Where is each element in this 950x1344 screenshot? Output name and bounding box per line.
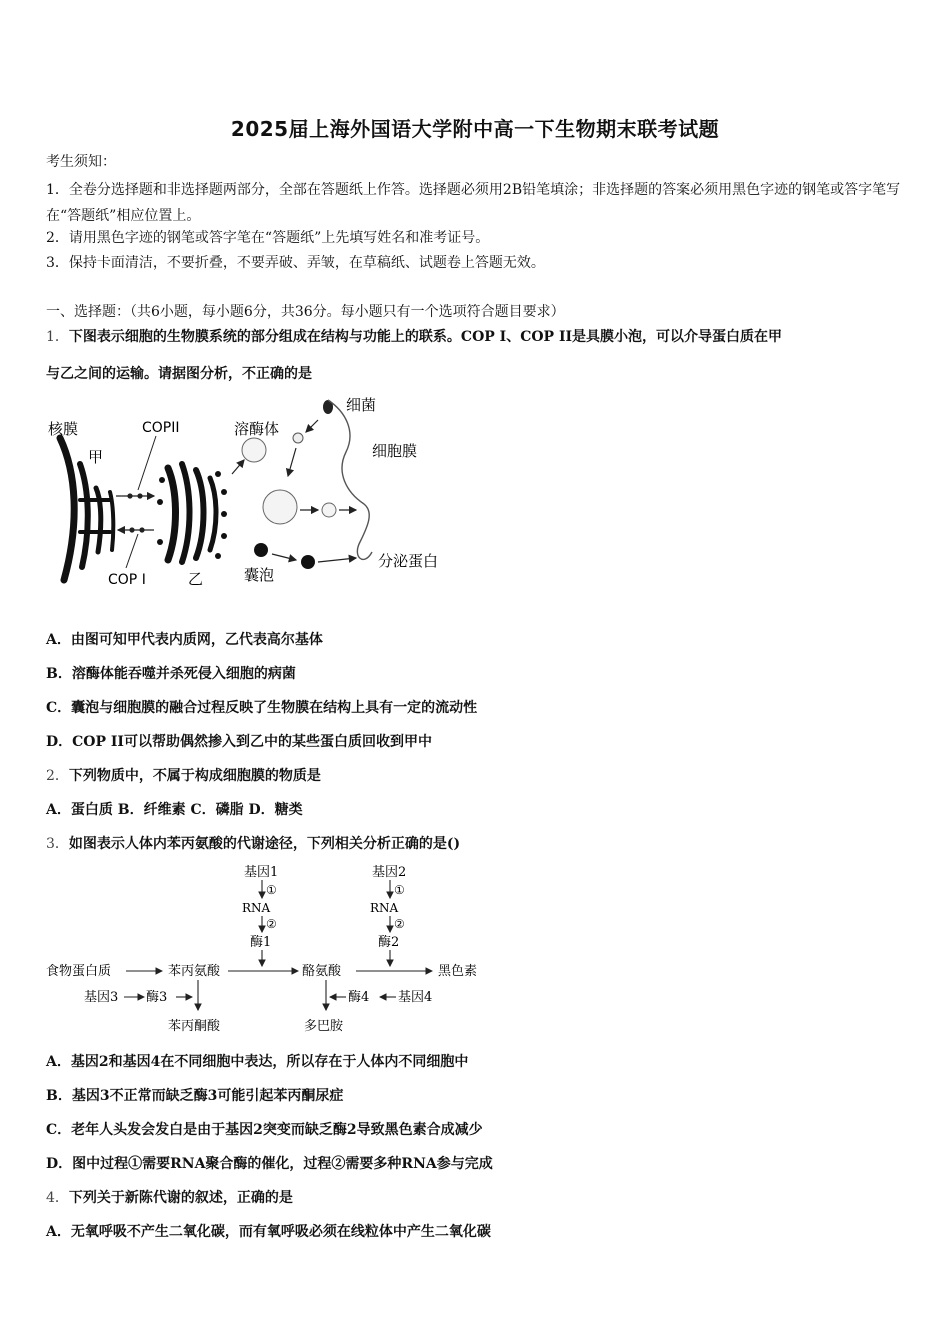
label-bacteria: 细菌 [346,396,377,414]
cell-membrane-line [328,400,372,559]
q4-stem [46,1188,293,1208]
phagosome-arrow [288,448,296,476]
label-gene1: 基因1 [244,865,279,880]
label-gene4: 基因4 [398,990,433,1005]
golgi-yi [168,464,216,562]
endoplasmic-reticulum-jia [60,438,113,580]
q1-option-d: D．COP II可以帮助偶然掺入到乙中的某些蛋白质回收到甲中 [46,734,432,750]
q3-option-a: A．基因2和基因4在不同细胞中表达，所以存在于人体内不同细胞中 [46,1054,469,1070]
q4-stem-text: 下列关于新陈代谢的叙述，正确的是 [68,1190,293,1206]
label-enzyme2: 酶2 [378,935,400,950]
q3-number: 3． [46,836,69,852]
q1-stem-line2: 与乙之间的运输。请据图分析，不正确的是 [46,366,312,382]
q1-option-b: B．溶酶体能吞噬并杀死侵入细胞的病菌 [46,666,296,682]
vesicle-arrow-1 [272,554,296,560]
label-melanin: 黑色素 [438,964,478,979]
q4-option-a: A．无氧呼吸不产生二氧化碳，而有氧呼吸必须在线粒体中产生二氧化碳 [46,1224,491,1240]
label-step2-b: ② [394,917,405,931]
copii-pointer [138,436,156,490]
q1-option-a: A．由图可知甲代表内质网，乙代表高尔基体 [46,632,323,648]
label-nuclear-membrane: 核膜 [48,420,79,438]
label-copi: COP I [108,572,146,588]
membrane-system-figure [46,392,466,592]
residual-body [322,503,336,517]
phenylalanine-pathway-figure [44,860,494,1036]
q2-number: 2． [46,768,69,784]
golgi-to-lysosome-arrow [232,460,244,474]
label-gene2: 基因2 [372,865,407,880]
label-copii: COPII [142,420,180,436]
label-enzyme4: 酶4 [348,990,370,1005]
q1-stem-text: 下图表示细胞的生物膜系统的部分组成在结构与功能上的联系。COP I、COP II是具膜小泡，可以介导蛋白质在甲 [68,329,783,345]
vesicle-2 [301,555,315,569]
copii-arrow [116,494,154,498]
label-jia: 甲 [88,448,104,466]
notice-heading: 考生须知： [46,154,116,170]
q2-stem [46,766,321,786]
q3-stem-text: 如图表示人体内苯丙氨酸的代谢途径，下列相关分析正确的是() [68,836,461,852]
copi-pointer [126,534,138,568]
q4-number: 4． [46,1190,69,1206]
bacteria-arrow [306,420,318,432]
copi-arrow [118,528,154,532]
label-rna1: RNA [242,901,271,915]
label-step1-b: ① [394,883,405,897]
secondary-lysosome [263,490,297,524]
vesicle-1 [254,543,268,557]
label-step2-a: ② [266,917,277,931]
q3-option-d: D．图中过程①需要RNA聚合酶的催化，过程②需要多种RNA参与完成 [46,1156,493,1172]
q2-options: A．蛋白质 B．纤维素 C．磷脂 D．糖类 [46,802,303,818]
q1-option-c: C．囊泡与细胞膜的融合过程反映了生物膜在结构上具有一定的流动性 [46,700,478,716]
q2-stem-text: 下列物质中，不属于构成细胞膜的物质是 [68,768,321,784]
notice-item-3: 3．保持卡面清洁，不要折叠，不要弄破、弄皱，在草稿纸、试题卷上答题无效。 [46,255,545,271]
notice-item-1: 1．全卷分选择题和非选择题两部分，全部在答题纸上作答。选择题必须用2B铅笔填涂；非选择题的答案必须用黑色字迹的钢笔或答字笔写在“答题纸”相应位置上。 [46,182,901,224]
label-vesicle: 囊泡 [244,566,275,584]
label-secretory-protein: 分泌蛋白 [378,552,439,570]
label-enzyme1: 酶1 [250,935,272,950]
label-yi: 乙 [188,570,204,588]
section-heading: 一、选择题：（共6小题，每小题6分，共36分。每小题只有一个选项符合题目要求） [46,304,565,320]
q1-stem-line1 [46,327,782,347]
notice-item-2: 2．请用黑色字迹的钢笔或答字笔在“答题纸”上先填写姓名和准考证号。 [46,230,490,246]
label-gene3: 基因3 [84,990,119,1005]
label-phenylpyruvate: 苯丙酮酸 [168,1019,221,1034]
lysosome [242,438,266,462]
label-phenylalanine: 苯丙氨酸 [168,964,221,979]
phagosome [293,433,303,443]
q3-stem [46,834,460,854]
label-enzyme3: 酶3 [146,990,168,1005]
label-tyrosine: 酪氨酸 [302,964,342,979]
label-lysosome: 溶酶体 [234,420,280,438]
vesicle-arrow-2 [318,558,356,562]
label-step1-a: ① [266,883,277,897]
label-rna2: RNA [370,901,399,915]
q3-option-c: C．老年人头发会发白是由于基因2突变而缺乏酶2导致黑色素合成减少 [46,1122,483,1138]
label-food-protein: 食物蛋白质 [46,964,112,979]
page-title: 2025届上海外国语大学附中高一下生物期末联考试题 [230,117,720,141]
label-dopamine: 多巴胺 [304,1019,344,1034]
q1-number: 1． [46,329,69,345]
label-cell-membrane: 细胞膜 [372,442,418,460]
q3-option-b: B．基因3不正常而缺乏酶3可能引起苯丙酮尿症 [46,1088,344,1104]
